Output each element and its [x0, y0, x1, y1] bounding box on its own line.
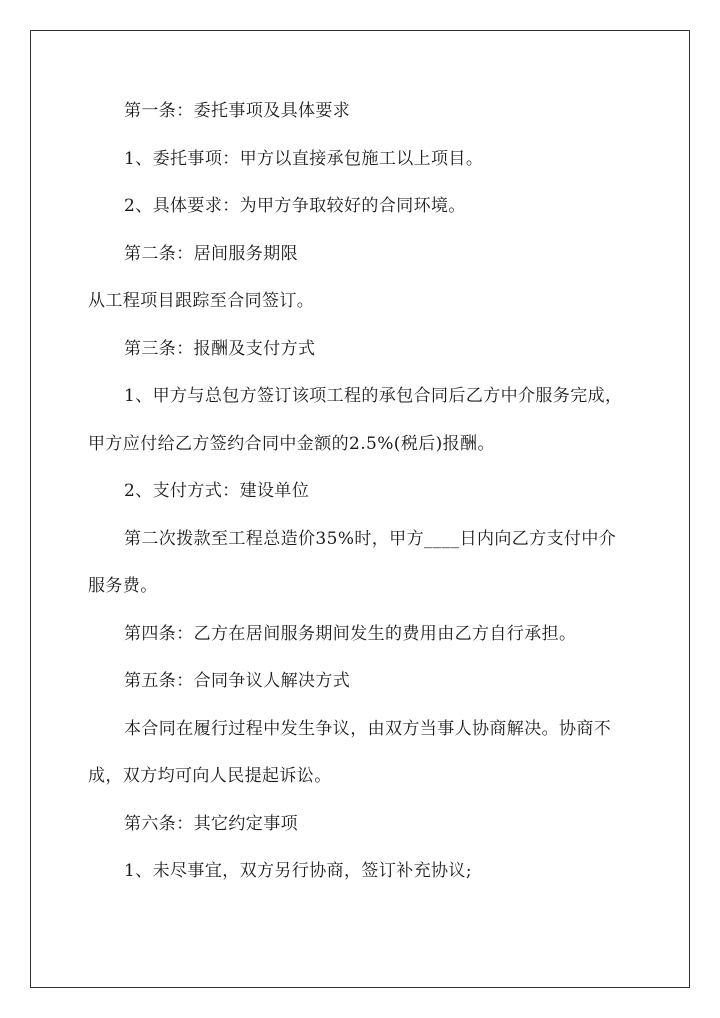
- article-3-heading: 第三条：报酬及支付方式: [124, 338, 316, 359]
- article-3-item-1: 1、甲方与总包方签订该项工程的承包合同后乙方中介服务完成，: [124, 386, 623, 406]
- article-2-heading: 第二条：居间服务期限: [124, 243, 298, 264]
- article-3-item-2: 2、支付方式：建设单位: [124, 481, 310, 501]
- article-1-heading: 第一条：委托事项及具体要求: [124, 101, 351, 121]
- article-5-text-continued: 成，双方均可向人民提起诉讼。: [88, 766, 332, 786]
- article-6-heading: 第六条：其它约定事项: [124, 813, 298, 834]
- article-3-item-1-continued: 甲方应付给乙方签约合同中金额的2.5%(税后)报酬。: [88, 433, 495, 454]
- article-5-text: 本合同在履行过程中发生争议，由双方当事人协商解决。协商不: [124, 718, 612, 739]
- article-1-item-2: 2、具体要求：为甲方争取较好的合同环境。: [124, 196, 466, 216]
- article-6-item-1: 1、未尽事宜，双方另行协商，签订补充协议;: [124, 861, 472, 881]
- document-body: [88, 88, 648, 896]
- article-3-payment-text-continued: 服务费。: [88, 576, 158, 596]
- article-1-item-1: 1、委托事项：甲方以直接承包施工以上项目。: [124, 148, 484, 169]
- article-5-heading: 第五条：合同争议人解决方式: [124, 671, 351, 691]
- article-2-text: 从工程项目跟踪至合同签订。: [88, 291, 315, 311]
- article-4-heading: 第四条：乙方在居间服务期间发生的费用由乙方自行承担。: [124, 623, 577, 644]
- article-3-payment-text: 第二次拨款至工程总造价35%时，甲方____日内向乙方支付中介: [124, 528, 617, 549]
